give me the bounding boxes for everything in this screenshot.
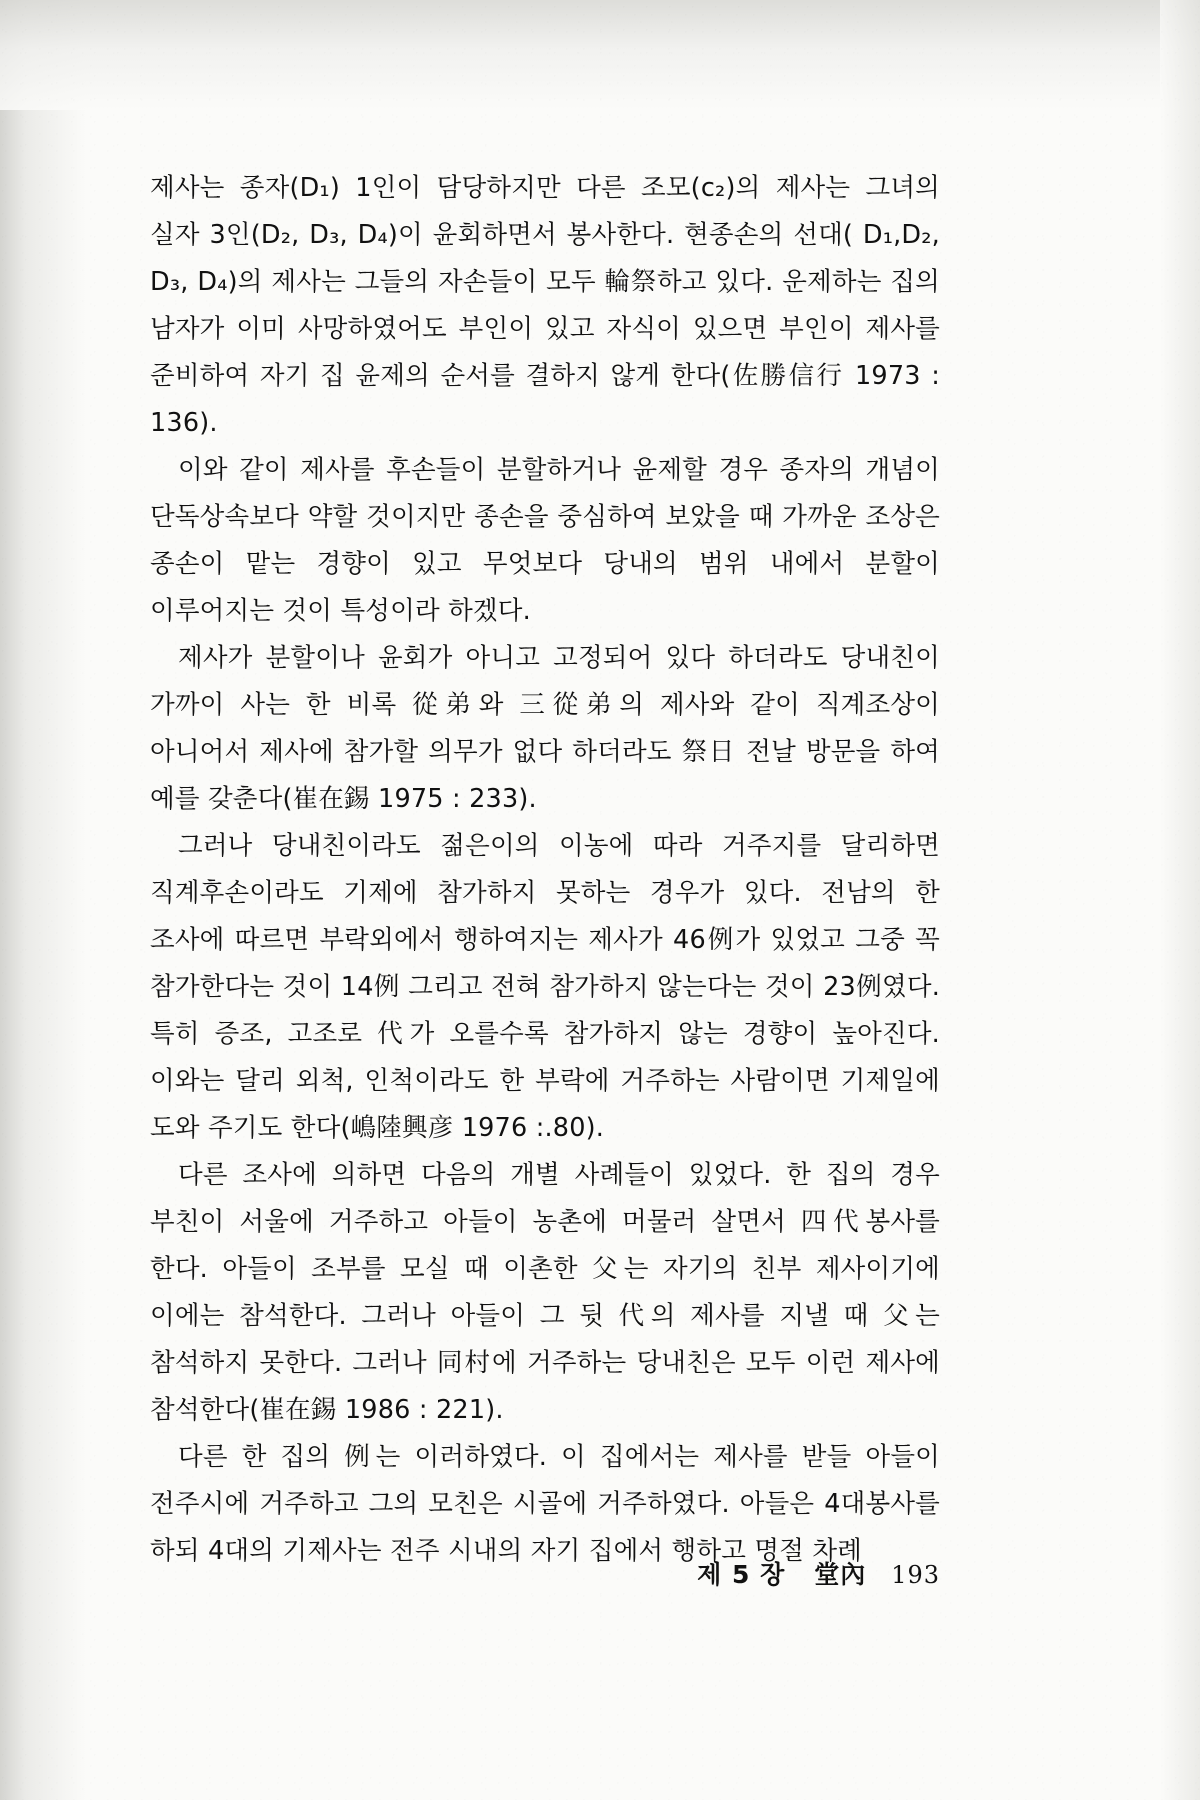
paragraph: 그러나 당내친이라도 젊은이의 이농에 따라 거주지를 달리하면 직계후손이라도 기제에 참가하지 못하는 경우가 있다. 전남의 한 조사에 따르면 부락외에서 행하여지는 제사가 46例가 있었고 그중 꼭 참가한다는 것이 14例 그리고 전혀 참가하지 않는다는 것이 23例였다. 특히 증조, 고조로 代가 오를수록 참가하지 않는 경향이 높아진다. 이와는 달리 외척, 인척이라도 한 부락에 거주하는 사람이면 기제일에 도와 주기도 한다(嶋陸興彦 1976 :.80). bbox=[150, 831, 940, 1143]
page-footer bbox=[150, 1555, 940, 1591]
paragraph: 이와 같이 제사를 후손들이 분할하거나 윤제할 경우 종자의 개념이 단독상속보다 약할 것이지만 종손을 중심하여 보았을 때 가까운 조상은 종손이 맡는 경향이 있고 무엇보다 당내의 범위 내에서 분할이 이루어지는 것이 특성이라 하겠다. bbox=[150, 455, 940, 626]
scan-edge-top bbox=[0, 0, 1200, 110]
page-body-text bbox=[150, 165, 940, 1575]
section-label: 堂內 bbox=[814, 1560, 867, 1589]
paragraph: 다른 조사에 의하면 다음의 개별 사례들이 있었다. 한 집의 경우 부친이 서울에 거주하고 아들이 농촌에 머물러 살면서 四代봉사를 한다. 아들이 조부를 모실 때 이촌한 父는 자기의 친부 제사이기에 이에는 참석한다. 그러나 아들이 그 뒷 代의 제사를 지낼 때 父는 참석하지 못한다. 그러나 同村에 거주하는 당내친은 모두 이런 제사에 참석한다(崔在錫 1986 : 221). bbox=[150, 1160, 940, 1425]
scan-edge-left bbox=[0, 0, 86, 1800]
paragraph: 다른 한 집의 例는 이러하였다. 이 집에서는 제사를 받들 아들이 전주시에 거주하고 그의 모친은 시골에 거주하였다. 아들은 4대봉사를 하되 4대의 기제사는 전주 시내의 자기 집에서 행하고 명절 차례 bbox=[150, 1442, 940, 1566]
paragraph: 제사가 분할이나 윤회가 아니고 고정되어 있다 하더라도 당내친이 가까이 사는 한 비록 從弟와 三從弟의 제사와 같이 직계조상이 아니어서 제사에 참가할 의무가 없다 하더라도 祭日 전날 방문을 하여 예를 갖춘다(崔在錫 1975 : 233). bbox=[150, 643, 940, 814]
page-number: 193 bbox=[891, 1561, 940, 1589]
scan-edge-right bbox=[1160, 0, 1200, 1800]
paragraph: 제사는 종자(D₁) 1인이 담당하지만 다른 조모(c₂)의 제사는 그녀의 실자 3인(D₂, D₃, D₄)이 윤회하면서 봉사한다. 현종손의 선대( D₁,D₂, D₃, D₄)의 제사는 그들의 자손들이 모두 輪祭하고 있다. 운제하는 집의 남자가 이미 사망하였어도 부인이 있고 자식이 있으면 부인이 제사를 준비하여 자기 집 윤제의 순서를 결하지 않게 한다(佐勝信行 1973 : 136). bbox=[150, 173, 940, 438]
chapter-label: 제 5 장 bbox=[697, 1560, 786, 1589]
